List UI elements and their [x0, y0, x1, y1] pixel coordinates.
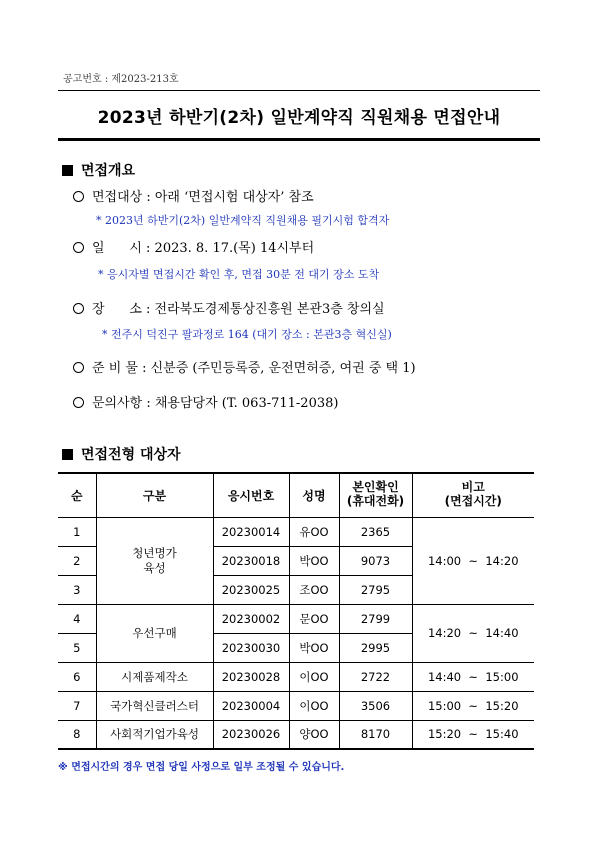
- circle-bullet-icon: [73, 242, 84, 253]
- cell-applicant-id: 20230018: [213, 546, 289, 575]
- overview-item-contact: 문의사항 : 채용담당자 (T. 063-711-2038): [73, 392, 338, 411]
- cell-time: 14:40 ~ 15:00: [412, 662, 534, 691]
- table-header-row: [58, 473, 534, 517]
- title-bottom-rule: [58, 138, 540, 141]
- cell-time: 14:00 ~ 14:20: [412, 517, 534, 604]
- square-bullet-icon: [62, 165, 73, 176]
- overview-note-place: * 전주시 덕진구 팔과정로 164 (대기 장소 : 본관3층 혁신실): [102, 328, 392, 341]
- col-header-applicant-id: 응시번호: [213, 473, 289, 517]
- circle-bullet-icon: [73, 303, 84, 314]
- circle-bullet-icon: [73, 397, 84, 408]
- circle-bullet-icon: [73, 191, 84, 202]
- section-overview-heading: 면접개요: [62, 160, 135, 180]
- page-title: 2023년 하반기(2차) 일반계약직 직원채용 면접안내: [97, 108, 501, 128]
- cell-phone: 9073: [339, 546, 412, 575]
- cell-no: 3: [58, 575, 96, 604]
- cell-time: 15:00 ~ 15:20: [412, 691, 534, 720]
- cell-applicant-id: 20230004: [213, 691, 289, 720]
- overview-note-datetime: * 응시자별 면접시간 확인 후, 면접 30분 전 대기 장소 도착: [98, 268, 380, 281]
- candidates-table: [58, 472, 534, 750]
- overview-item-place: 장 소 : 전라북도경제통상진흥원 본관3층 창의실: [73, 298, 385, 317]
- overview-item-datetime: 일 시 : 2023. 8. 17.(목) 14시부터: [73, 237, 314, 256]
- cell-category: 청년명가 육성: [96, 517, 213, 604]
- cell-name: 조OO: [289, 575, 339, 604]
- cell-no: 2: [58, 546, 96, 575]
- overview-item-target: 면접대상 : 아래 ‘면접시험 대상자’ 참조: [73, 186, 314, 205]
- cell-category: 국가혁신클러스터: [96, 691, 213, 720]
- cell-applicant-id: 20230030: [213, 633, 289, 662]
- cell-name: 박OO: [289, 633, 339, 662]
- cell-no: 4: [58, 604, 96, 633]
- cell-phone: 2795: [339, 575, 412, 604]
- cell-phone: 2799: [339, 604, 412, 633]
- square-bullet-icon: [62, 449, 73, 460]
- cell-applicant-id: 20230002: [213, 604, 289, 633]
- cell-no: 7: [58, 691, 96, 720]
- cell-name: 이OO: [289, 662, 339, 691]
- cell-applicant-id: 20230014: [213, 517, 289, 546]
- cell-name: 이OO: [289, 691, 339, 720]
- cell-no: 6: [58, 662, 96, 691]
- col-header-category: 구분: [96, 473, 213, 517]
- cell-category: 사회적기업가육성: [96, 720, 213, 749]
- table-row: [58, 604, 534, 633]
- overview-note-target: * 2023년 하반기(2차) 일반계약직 직원채용 필기시험 합격자: [96, 214, 390, 227]
- cell-phone: 8170: [339, 720, 412, 749]
- section-candidates-heading: 면접전형 대상자: [62, 444, 181, 464]
- cell-time: 14:20 ~ 14:40: [412, 604, 534, 662]
- cell-applicant-id: 20230028: [213, 662, 289, 691]
- cell-name: 문OO: [289, 604, 339, 633]
- col-header-remarks: 비고 (면접시간): [412, 473, 534, 517]
- cell-phone: 3506: [339, 691, 412, 720]
- table-row: [58, 662, 534, 691]
- col-header-no: 순: [58, 473, 96, 517]
- cell-phone: 2722: [339, 662, 412, 691]
- cell-name: 양OO: [289, 720, 339, 749]
- footnote: ※ 면접시간의 경우 면접 당일 사정으로 일부 조정될 수 있습니다.: [58, 762, 345, 773]
- col-header-name: 성명: [289, 473, 339, 517]
- cell-no: 8: [58, 720, 96, 749]
- overview-item-requirements: 준 비 물 : 신분증 (주민등록증, 운전면허증, 여권 중 택 1): [73, 357, 416, 376]
- cell-category: 우선구매: [96, 604, 213, 662]
- notice-number: 공고번호 : 제2023-213호: [63, 74, 179, 85]
- col-header-phone: 본인확인 (휴대전화): [339, 473, 412, 517]
- cell-category: 시제품제작소: [96, 662, 213, 691]
- cell-applicant-id: 20230026: [213, 720, 289, 749]
- cell-time: 15:20 ~ 15:40: [412, 720, 534, 749]
- cell-name: 유OO: [289, 517, 339, 546]
- cell-phone: 2365: [339, 517, 412, 546]
- table-row: [58, 517, 534, 546]
- title-top-rule: [58, 90, 540, 91]
- cell-applicant-id: 20230025: [213, 575, 289, 604]
- table-row: [58, 720, 534, 749]
- circle-bullet-icon: [73, 362, 84, 373]
- cell-no: 5: [58, 633, 96, 662]
- cell-name: 박OO: [289, 546, 339, 575]
- cell-no: 1: [58, 517, 96, 546]
- cell-phone: 2995: [339, 633, 412, 662]
- table-row: [58, 691, 534, 720]
